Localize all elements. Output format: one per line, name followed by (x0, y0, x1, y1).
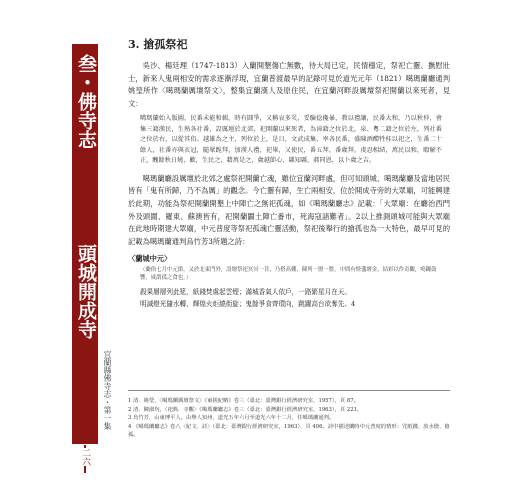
poem-line: 明滅燈光隨水轉，輝煌火炬繞街旋；鬼餘爭食齊環向，跳躍高台欲奪先。4 (140, 300, 356, 309)
book-footer: 宜蘭縣佛寺志・第一集 (103, 350, 112, 430)
footnote-item: 1 清．姚瑩，〈噶瑪蘭厲壇祭文〉《東槎紀略》卷三（臺北：臺灣銀行經濟研究室，1957），頁 87。 (128, 398, 359, 404)
poem-note: （蘭俗七月中元節，又於北東門外，設壇祭祀冥冥一昔，乃搭高棚，陳列一盤一盤，中間有燈盞壇金，結彩以作奇觀，鳴鑼鼓響，咸謂孤之食也。） (140, 267, 437, 282)
paragraph-1: 吳沙、楊廷理（1747-1813）入蘭開墾傷亡無數，待大局已定，民情穩定，祭祀亡靈、撫慰壯士，新來人鬼兩相安的需求逐漸浮現，宜蘭普渡最早的記錄可見於道光元年（1821）噶瑪蘭廳通判姚瑩所作〈噶瑪蘭厲壇祭文〉，整集宜蘭漢人及原住民，在宜蘭河畔設厲壇祭祀開蘭以來死者，見文： (128, 61, 450, 108)
footnote-item: 2 清．陳淑均，〈祀典．寺觀〉《噶瑪蘭廳志》卷三（臺北：臺灣銀行經濟研究室，1963），頁 221。 (128, 406, 363, 413)
page-content (128, 30, 450, 310)
section-heading: 3. 搶孤祭祀 (128, 38, 188, 51)
sidebar-band (72, 44, 98, 444)
poem-title: 〈蘭城中元〉 (128, 254, 172, 264)
page-number: 二六 (80, 448, 90, 466)
footnote-item: 4 《噶瑪蘭廳志》卷八〈紀文．詩〉（臺北：臺灣銀行經濟研究室，1963），頁 406。詩中描述蘭時中元普度的情形：咒紙錢、放水燈、搶孤。 (128, 423, 450, 439)
footnotes (128, 390, 450, 440)
poem-line: 殺果層層列此筵，紙錢焚處起雲煙；滿城香氣人依戶，一路繁星月在天。 (140, 288, 351, 297)
paragraph-2: 噶瑪蘭廳設厲壇於北郊之處祭祀開蘭亡魂，雖位宜蘭河畔處，但可知頭城、噶瑪蘭廳及當地居民皆有「鬼有所歸，乃不為厲」的觀念。今亡靈有歸，生亡兩相安，位於開成寺旁的大眾廟，可能興建於此期，功能為祭祀開蘭開墾上中陣亡之無祀孤魂，如《噶瑪蘭廳志》記載：「大眾廟：在廳治西門外及頭圍、羅東、蘇澳皆有，祀開蘭闢土陣亡番市，死海寇諸難者」。2以上推測頭城可能與大眾廟在此地時期建大眾廟，中元普度等祭祀孤魂亡靈活動，祭祀後舉行的搶孤也為一大特色，最早可見的記載為噶瑪蘭通判烏竹芳3所題之詩： (128, 173, 450, 246)
chapter-title: 叁・佛寺志 (75, 54, 97, 149)
block-quote: 噶瑪蘭始入版圖，民番未能和輯，時有鬪爭，又稱哀多災，妥驗捻攙暴，教以禮讓，民番大和，乃以秋仲，會集三籍漢民，生熟各社番，設厲壇於北郊，祀開蘭以來死者，為漳籍之位於北，泉、粵二籍之位於左，列社番之位於右，以從其俗。越雄為之主，列位於上，是日，文武成集，率各民番，盛陳酒醴牲桂以祀之，生番二十餘人，社番亦與衣冠，隨眾跪拜，加漢人禮，祀畢，又使民，番五拜，番歲拜，虔忍相結，萬民以和，瞭解不正，醜餘秋日燒，歡，生民之，藉萬是之，歲越節心，縣知縣，郝同恩，以卜歲之吉。 (140, 115, 442, 165)
footnote-rule (128, 390, 450, 391)
footnote-item: 3 烏竹芳，山東博平人，由舉人知州，道光五年六月至道光六年十二月，任噶瑪蘭通判。 (128, 415, 335, 422)
chapter-subtitle: 頭城開成寺 (75, 244, 97, 339)
